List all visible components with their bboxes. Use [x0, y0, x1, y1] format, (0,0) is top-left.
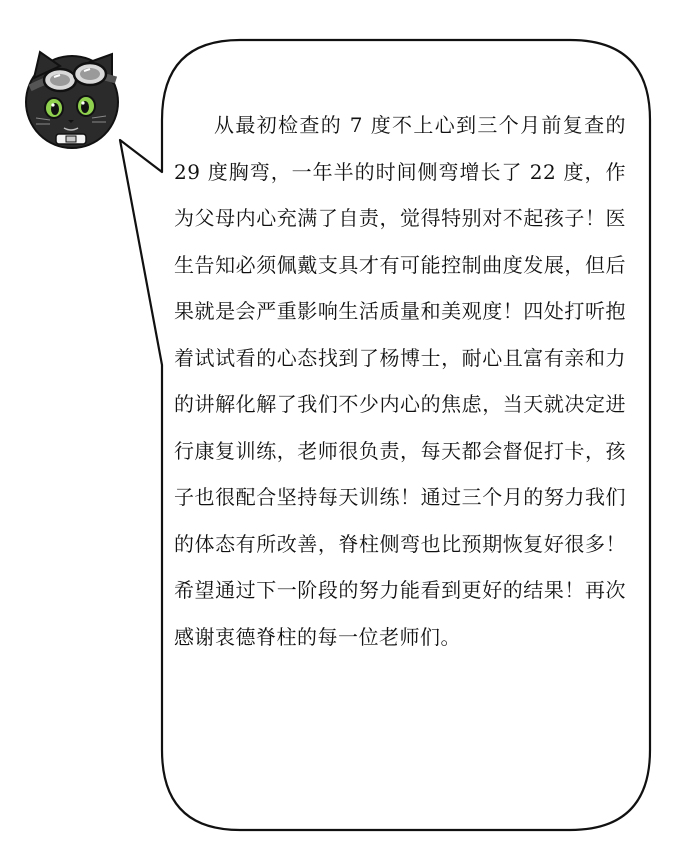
testimonial-text: 从最初检查的 7 度不上心到三个月前复查的 29 度胸弯，一年半的时间侧弯增长了 22 度，作为父母内心充满了自责，觉得特别对不起孩子！医生告知必须佩戴支具才有可能控制曲度发展，但后果就是会严重影响生活质量和美观度！四处打听抱着试试看的心态找到了杨博士，耐心且富有亲和力的讲解化解了我们不少内心的焦虑，当天就决定进行康复训练，老师很负责，每天都会督促打卡，孩子也很配合坚持每天训练！通过三个月的努力我们的体态有所改善，脊柱侧弯也比预期恢复好很多！希望通过下一阶段的努力能看到更好的结果！再次感谢衷德脊柱的每一位老师们。 [174, 113, 626, 649]
cartoon-cat-with-goggles-icon [20, 48, 124, 152]
